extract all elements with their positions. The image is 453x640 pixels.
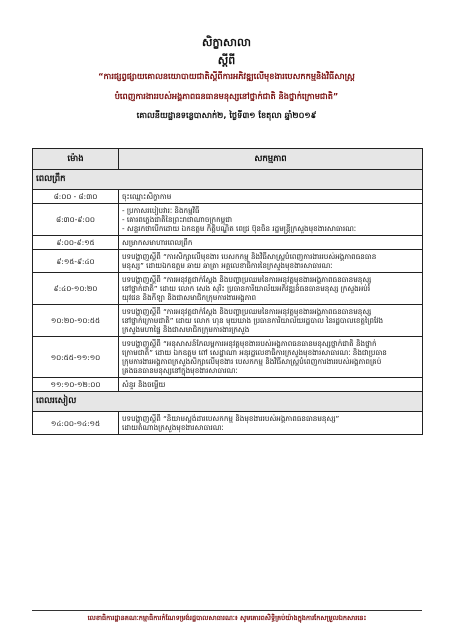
agenda-activity [119, 236, 423, 250]
activity-line: យុវជន និងកីឡា និងជាសមាជិកក្រុមការងារអង្គភាព [122, 293, 257, 302]
activity-line: សំនួរ និងចម្លើយ [122, 380, 166, 389]
activity-line: បទបង្ហាញស្តីពី “ការសិក្សាលើមុខងារ បេសកកម្ម និងវិធីសាស្ត្របំពេញការងាររបស់អង្គភាពធនធាន [122, 252, 377, 261]
title-topic-line1: “ការផ្សព្វផ្សាយគោលនយោបាយជាតិស្តីពីការអភិវឌ្ឍលើមុខងារបេសកកម្មនិងវិធីសាស្ត្រ [98, 71, 355, 81]
agenda-time: ១៤:០០-១៤:១៥ [33, 412, 119, 435]
table-row [33, 236, 423, 250]
title-venue-date: គោលនីយដ្ឋានទន្លេបាសាក់២, ថ្ងៃទី៣១ ខែតុលា ឆ្នាំ២០១៩ [136, 110, 317, 120]
title-topic-line2: បំពេញការងាររបស់អង្គភាពធនធានមនុស្សនៅថ្នាក់ជាតិ និងថ្នាក់ក្រោមជាតិ” [114, 91, 339, 101]
activity-line: - ប្រកាសរបៀបវារៈ និងកម្មវិធី [122, 206, 200, 215]
agenda-activity [119, 204, 423, 236]
activity-line: នៅថ្នាក់ក្រោមជាតិ” ដោយ លោក ហុន មុយឃាង ប្រធានការិយាល័យរដ្ឋបាល នៃរដ្ឋបាលខេត្តព្រៃវែង [122, 316, 384, 325]
table-header-row [33, 149, 423, 170]
section-afternoon [33, 392, 423, 412]
activity-line: ដោយតំណាងក្រសួងមុខងារសាធារណៈ [122, 423, 224, 432]
agenda-activity [119, 412, 423, 435]
activity-line: បទបង្ហាញស្តីពី “ការអនុវត្តជាក់ស្តែង និងបញ្ហាប្រឈមនៃការអនុវត្តមុខងារអង្គភាពធនធានមនុស្ស [122, 307, 372, 316]
agenda-time: ១១:១០-១២:០០ [33, 378, 119, 392]
section-morning-label: ពេលព្រឹក [33, 170, 423, 190]
activity-line: ចុះឈ្មោះសិក្ខាកាម [122, 192, 172, 201]
table-row [33, 204, 423, 236]
agenda-time: ៨:០០ - ៨:៣០ [33, 190, 119, 204]
agenda-activity [119, 190, 423, 204]
title-workshop: សិក្ខាសាលា [202, 36, 251, 49]
activity-line: នៅថ្នាក់ជាតិ” ដោយ លោក សេង សុរិះ ប្រធានការិយាល័យអភិវឌ្ឍន៍ធនធានមនុស្ស ក្រសួងអប់រំ [122, 284, 371, 293]
agenda-activity [119, 378, 423, 392]
table-row [33, 337, 423, 378]
agenda-time: ៩:០០-៩:១៥ [33, 236, 119, 250]
section-morning [33, 170, 423, 190]
table-row [33, 190, 423, 204]
agenda-time: ៨:៣០-៩:០០ [33, 204, 119, 236]
agenda-time: ១០:៥៥-១១:១០ [33, 337, 119, 378]
table-row [33, 273, 423, 305]
col-activity-header: សកម្មភាព [119, 149, 423, 170]
section-afternoon-label: ពេលរសៀល [33, 392, 423, 412]
activity-line: បទបង្ហាញស្តីពី “អនុសាសន៍កែលម្អការអនុវត្តមុខងាររបស់អង្គភាពធនធានមនុស្សថ្នាក់ជាតិ និងថ្នាក់ [122, 339, 377, 348]
table-row [33, 305, 423, 337]
activity-line: សម្រាកសមាហារពេលព្រឹក [122, 238, 193, 247]
title-subject: ស្តីពី [217, 54, 236, 67]
agenda-time: ៩:១៥-៩:៤០ [33, 250, 119, 273]
table-row [33, 378, 423, 392]
agenda-time: ៩:៤០-១០:២០ [33, 273, 119, 305]
agenda-activity [119, 273, 423, 305]
agenda-activity [119, 337, 423, 378]
agenda-table [32, 148, 423, 435]
activity-line: មនុស្ស” ដោយឯកឧត្តម ឆាយ ឆាត្រា អគ្គលេខាធិការនៃក្រសួងមុខងារសាធារណៈ [122, 261, 333, 270]
activity-line: បទបង្ហាញស្តីពី “ការអនុវត្តជាក់ស្តែង និងបញ្ហាប្រឈមនៃការអនុវត្តមុខងារអង្គភាពធនធានមនុស្ស [122, 275, 372, 284]
activity-line: គ្រងធនធានមនុស្សនៅក្នុងមុខងារសាធារណៈ [122, 366, 238, 375]
activity-line: - គោរពភ្លេងជាតិនៃព្រះរាជាណាចក្រកម្ពុជា [122, 215, 233, 224]
agenda-time: ១០:២០-១០:៥៥ [33, 305, 119, 337]
footer-note: លេខាធិការដ្ឋានគណៈកម្មាធិការកំណែទម្រង់រដ្ឋបាលសាធារណៈ៖ សូមគោរពសិទ្ធិគ្រប់យ៉ាងក្នុងការកែសម្រួលឯកសារនេះ [32, 610, 422, 624]
agenda-activity [119, 250, 423, 273]
activity-line: បទបង្ហាញស្តីពី “និយាមស្តង់ដារបេសកកម្ម និងមុខងាររបស់អង្គភាពធនធានមនុស្ស” [122, 414, 340, 423]
activity-line: - សន្ទរកថាបើកដោយ ឯកឧត្តម កិត្តិបណ្ឌិត ពេជ្រ ប៊ុនចិន រដ្ឋមន្ត្រីក្រសួងមុខងារសាធារណៈ [122, 224, 357, 233]
activity-line: ក្រុមការងារអង្គភាពក្រសួងសិក្សាលើមុខងារ បេសកកម្ម និងវិធីសាស្ត្របំពេញការងាររបស់អង្គភាពគ្រប់ [122, 357, 382, 366]
activity-line: ក្រសួងមហាផ្ទៃ និងជាសមាជិកក្រុមការងារក្រសួង [122, 325, 250, 334]
table-row [33, 412, 423, 435]
col-time-header: ម៉ោង [33, 149, 119, 170]
agenda-activity [119, 305, 423, 337]
table-row [33, 250, 423, 273]
activity-line: ក្រោមជាតិ” ដោយ ឯកឧត្តម ពៅ សេដ្ឋាណា អនុរដ្ឋលេខាធិការក្រសួងមុខងារសាធារណៈ និងជាប្រធាន [122, 348, 387, 357]
